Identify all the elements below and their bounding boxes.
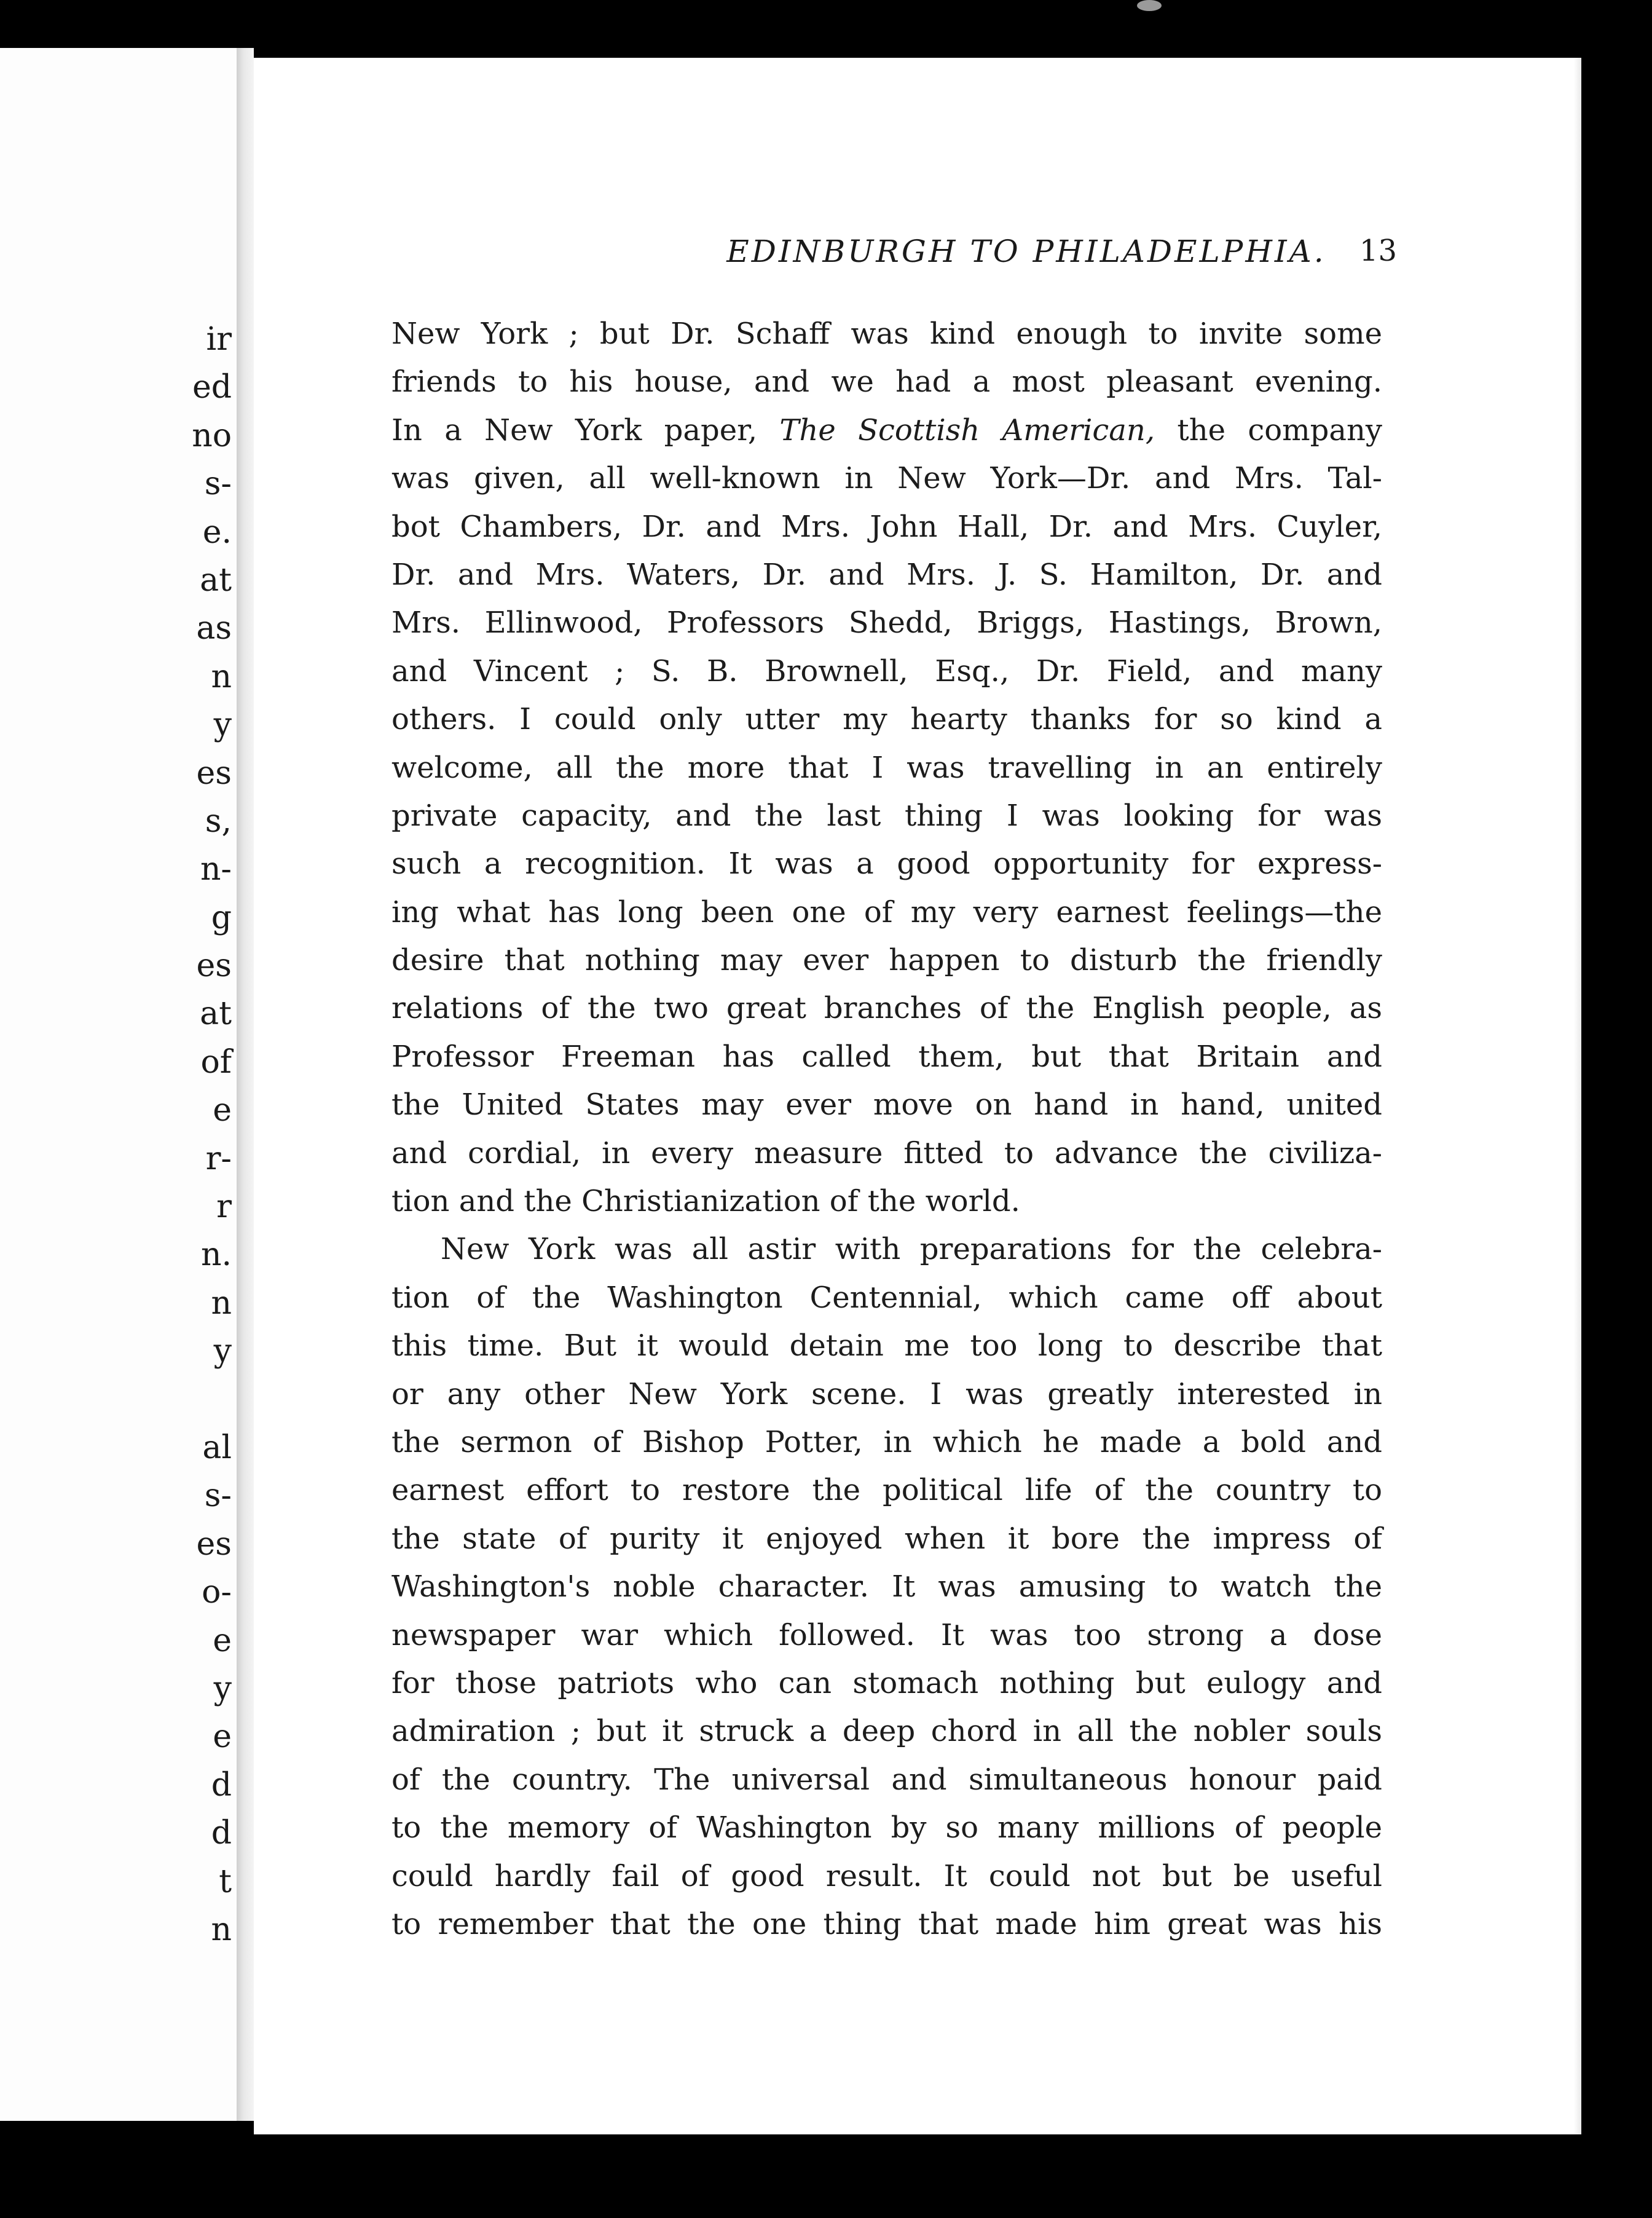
fragment: y <box>213 706 232 744</box>
current-page <box>254 58 1581 2134</box>
text-line: Mrs. Ellinwood, Professors Shedd, Briggs, Hastings, Brown, <box>391 606 1382 641</box>
previous-page-text-edge <box>158 315 232 1954</box>
fragment: r- <box>205 1140 232 1177</box>
fragment: ed <box>192 369 232 406</box>
text-line: relations of the two great branches of the English people, as <box>391 991 1382 1026</box>
text-line: of the country. The universal and simultaneous honour paid <box>391 1762 1382 1797</box>
text-line: or any other New York scene. I was greatly interested in <box>391 1376 1382 1411</box>
fragment: of <box>200 1043 232 1081</box>
fragment: n <box>211 658 232 695</box>
text-segment: the company <box>1177 412 1383 448</box>
text-line: tion and the Christianization of the world. <box>391 1184 1020 1219</box>
text-line: New York ; but Dr. Schaff was kind enough to invite some <box>391 317 1382 351</box>
body-text <box>391 310 1382 1948</box>
text-line: for those patriots who can stomach nothing but eulogy and <box>391 1665 1382 1700</box>
text-line: admiration ; but it struck a deep chord in all the nobler souls <box>391 1714 1382 1749</box>
text-line: was given, all well-known in New York—Dr. and Mrs. Tal- <box>391 461 1382 496</box>
text-line: newspaper war which followed. It was too strong a dose <box>391 1617 1382 1652</box>
fragment: d <box>211 1766 232 1804</box>
text-line: the state of purity it enjoyed when it bore the impress of <box>391 1521 1382 1556</box>
text-line: to the memory of Washington by so many millions of people <box>391 1810 1382 1845</box>
text-line: and cordial, in every measure fitted to advance the civiliza- <box>391 1135 1382 1170</box>
text-line: tion of the Washington Centennial, which came off about <box>391 1280 1382 1315</box>
paragraph-2 <box>391 1225 1382 1948</box>
running-head <box>254 234 1581 277</box>
fragment: es <box>196 1525 232 1563</box>
fragment: al <box>202 1429 232 1466</box>
text-line: and Vincent ; S. B. Brownell, Esq., Dr. Field, and many <box>391 653 1382 689</box>
fragment: at <box>200 561 232 599</box>
text-line: Dr. and Mrs. Waters, Dr. and Mrs. J. S. Hamilton, Dr. and <box>391 557 1382 592</box>
fragment: at <box>200 995 232 1033</box>
fragment: e <box>213 1718 232 1756</box>
text-line: earnest effort to restore the political life of the country to <box>391 1473 1382 1508</box>
fragment: r <box>216 1188 232 1226</box>
fragment: e <box>213 1622 232 1659</box>
fragment: y <box>213 1333 232 1370</box>
text-line: the sermon of Bishop Potter, in which he made a bold and <box>391 1424 1382 1459</box>
text-line: to remember that the one thing that made him great was his <box>391 1906 1382 1941</box>
fragment: o- <box>202 1574 232 1611</box>
fragment: e. <box>202 513 232 551</box>
text-line: this time. But it would detain me too long to describe that <box>391 1328 1382 1364</box>
text-segment: In a New York paper, <box>391 412 758 448</box>
text-line: could hardly fail of good result. It could not but be useful <box>391 1858 1382 1893</box>
fragment <box>158 1376 232 1424</box>
text-line: friends to his house, and we had a most pleasant evening. <box>391 365 1382 400</box>
fragment: n- <box>200 851 232 888</box>
fragment: s- <box>204 465 232 503</box>
fragment: es <box>196 754 232 792</box>
previous-page <box>0 48 237 2121</box>
book-gutter <box>237 48 254 2121</box>
scan-artifact <box>1137 0 1162 11</box>
newspaper-title: The Scottish American, <box>779 412 1155 448</box>
text-line: such a recognition. It was a good opportunity for express- <box>391 847 1382 882</box>
fragment: y <box>213 1670 232 1707</box>
text-line: the United States may ever move on hand in hand, united <box>391 1087 1382 1123</box>
fragment: ir <box>206 321 232 358</box>
text-line: private capacity, and the last thing I was looking for was <box>391 798 1382 833</box>
fragment: n <box>211 1911 232 1948</box>
fragment: d <box>211 1815 232 1852</box>
text-line <box>391 406 1382 454</box>
text-line: Professor Freeman has called them, but that Britain and <box>391 1039 1382 1074</box>
text-line: New York was all astir with preparations for the celebra- <box>441 1232 1382 1267</box>
text-line: others. I could only utter my hearty thanks for so kind a <box>391 702 1382 737</box>
fragment: g <box>211 899 232 936</box>
fragment: e <box>213 1092 232 1129</box>
text-line: desire that nothing may ever happen to disturb the friendly <box>391 943 1382 978</box>
running-head-title: EDINBURGH TO PHILADELPHIA. <box>726 234 1326 269</box>
fragment: s, <box>205 802 232 840</box>
fragment: n. <box>200 1236 232 1274</box>
page-number: 13 <box>1359 234 1397 268</box>
fragment: no <box>192 417 232 454</box>
page-edge-shadow <box>1574 58 1581 2134</box>
fragment: t <box>219 1863 232 1900</box>
fragment: n <box>211 1284 232 1322</box>
paragraph-1 <box>391 310 1382 1225</box>
text-line: Washington's noble character. It was amusing to watch the <box>391 1569 1382 1604</box>
fragment: es <box>196 947 232 985</box>
text-line: bot Chambers, Dr. and Mrs. John Hall, Dr. and Mrs. Cuyler, <box>391 509 1382 544</box>
text-line: ing what has long been one of my very earnest feelings—the <box>391 894 1382 929</box>
text-line: welcome, all the more that I was travelling in an entirely <box>391 750 1382 785</box>
fragment: s- <box>204 1477 232 1515</box>
fragment: as <box>196 610 232 647</box>
